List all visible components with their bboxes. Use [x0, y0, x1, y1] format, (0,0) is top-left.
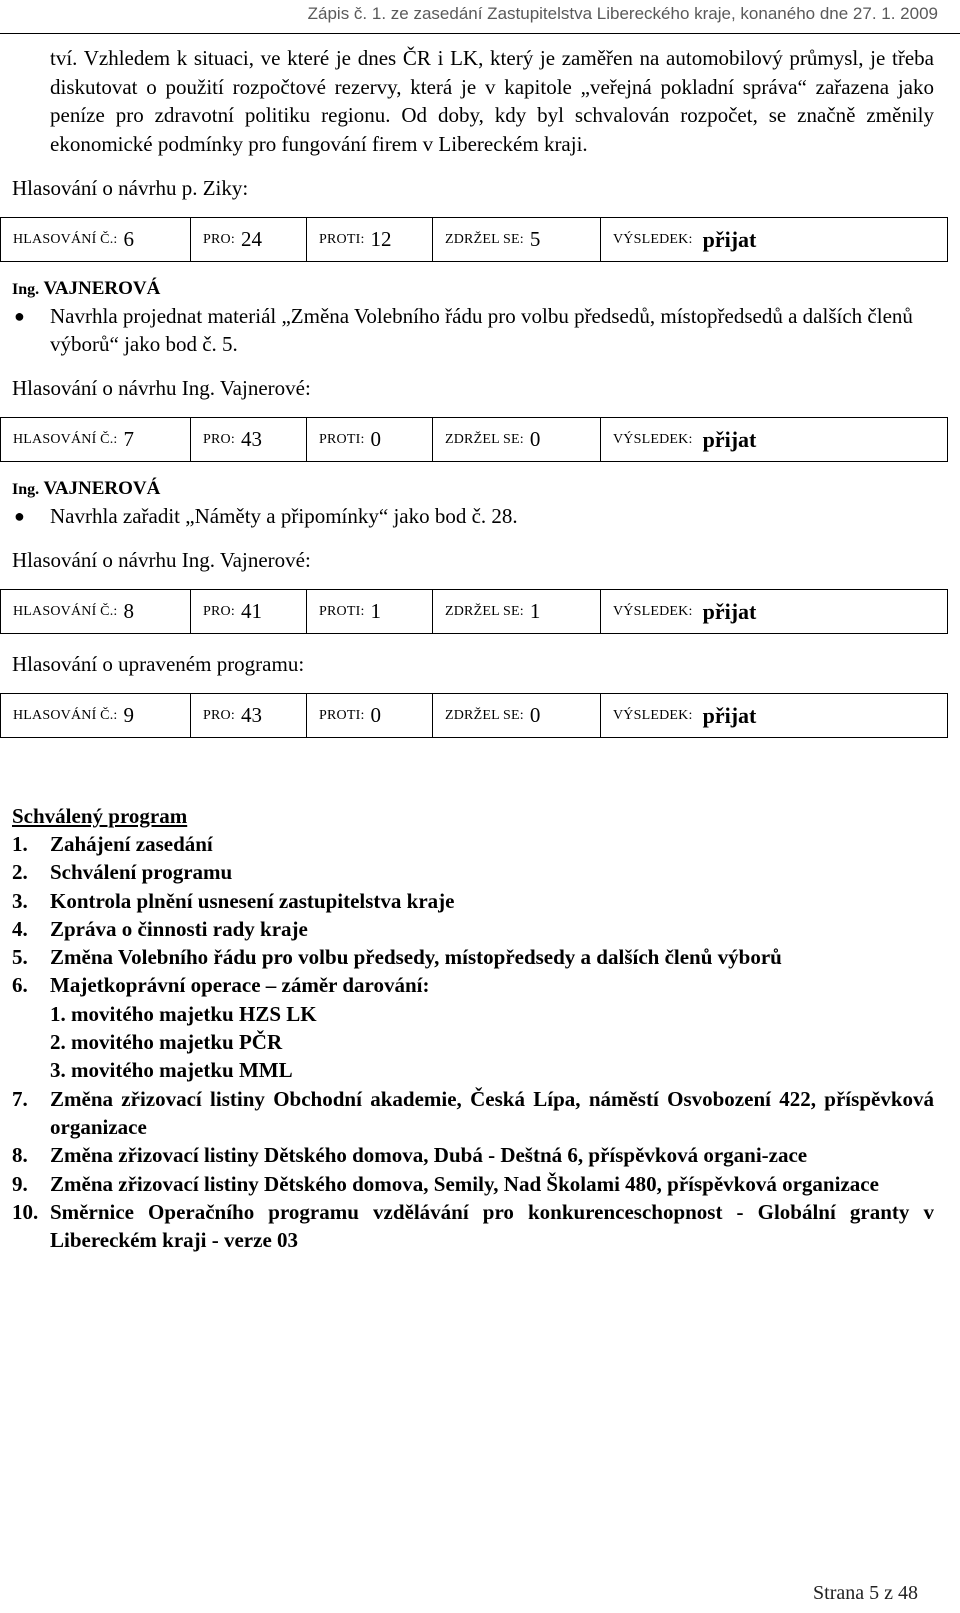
vote-number-label: HLASOVÁNÍ Č.:	[13, 603, 118, 619]
vote-zdrzel-cell	[433, 694, 601, 737]
vote-pro-value: 24	[240, 227, 262, 251]
list-item	[12, 887, 948, 915]
vote-zdrzel-label: ZDRŽEL SE:	[445, 603, 524, 619]
list-item-text: Změna zřizovací listiny Dětského domova, Dubá - Deštná 6, příspěvková organi-zace	[50, 1143, 808, 1168]
vote-zdrzel-value: 5	[529, 227, 541, 251]
vote-zdrzel-label: ZDRŽEL SE:	[445, 231, 524, 247]
list-item-number: 4.	[12, 916, 28, 941]
list-item	[12, 830, 948, 858]
vote-pro-cell	[191, 418, 307, 461]
vote-zdrzel-cell	[433, 418, 601, 461]
vote-proti-label: PROTI:	[319, 603, 365, 619]
list-item-number: 1.	[12, 832, 28, 856]
vote-number-label: HLASOVÁNÍ Č.:	[13, 707, 118, 723]
list-item	[12, 1170, 948, 1198]
vote-number-value: 8	[123, 599, 134, 623]
program-list	[12, 830, 948, 1254]
vote-number-value: 9	[123, 703, 134, 727]
vote-zdrzel-cell	[433, 590, 601, 633]
vote-result-cell	[601, 418, 947, 461]
list-item-number: 7.	[12, 1086, 28, 1111]
vote-result-value: přijat	[702, 598, 757, 624]
vote-result-value: přijat	[702, 426, 757, 452]
page-number: Strana 5 z 48	[813, 1582, 918, 1604]
vote-table-6	[0, 217, 948, 262]
sub-list-item-text: 2. movitého majetku PČR	[50, 1030, 283, 1055]
vote-lead-vajnerova-1: Hlasování o návrhu Ing. Vajnerové:	[12, 376, 311, 400]
vote-zdrzel-value: 0	[529, 427, 541, 451]
vote-zdrzel-label: ZDRŽEL SE:	[445, 707, 524, 723]
vote-proti-label: PROTI:	[319, 707, 365, 723]
sub-list-item	[12, 1056, 948, 1084]
bullet-text: Navrhla zařadit „Náměty a připomínky“ jako bod č. 28.	[50, 504, 518, 528]
header-title: Zápis č. 1. ze zasedání Zastupitelstva Libereckého kraje, konaného dne 27. 1. 2009	[307, 4, 938, 23]
vote-pro-cell	[191, 694, 307, 737]
list-item-number: 2.	[12, 860, 28, 885]
vote-zdrzel-cell	[433, 218, 601, 261]
vote-table-9	[0, 693, 948, 738]
vote-pro-cell	[191, 590, 307, 633]
list-item	[12, 858, 948, 886]
vote-proti-cell	[307, 694, 433, 737]
vote-proti-value: 0	[370, 703, 382, 727]
vote-proti-cell	[307, 590, 433, 633]
list-item-text: Zpráva o činnosti rady kraje	[50, 916, 308, 941]
bullet-dot-icon: ●	[14, 306, 25, 326]
list-item-text: Změna zřizovací listiny Dětského domova, Semily, Nad Školami 480, příspěvková organizace	[50, 1171, 879, 1196]
list-item-text: Majetkoprávní operace – záměr darování:	[50, 973, 430, 998]
list-item-number: 6.	[12, 973, 28, 998]
list-item	[12, 971, 948, 999]
vote-result-label: VÝSLEDEK:	[613, 431, 693, 447]
vote-proti-cell	[307, 218, 433, 261]
list-item	[12, 1198, 948, 1255]
vote-table-8	[0, 589, 948, 634]
speaker-prefix: Ing.	[12, 481, 40, 498]
vote-number-label: HLASOVÁNÍ Č.:	[13, 431, 118, 447]
vote-zdrzel-value: 0	[529, 703, 541, 727]
vote-lead-vajnerova-2: Hlasování o návrhu Ing. Vajnerové:	[12, 548, 311, 572]
bullet-item	[12, 502, 948, 530]
bullet-text: Navrhla projednat materiál „Změna Volebního řádu pro volbu předsedů, místopředsedů a dalších členů výborů“ jako bod č. 5.	[50, 304, 913, 356]
list-item-number: 10.	[12, 1199, 39, 1224]
vote-proti-cell	[307, 418, 433, 461]
vote-result-value: přijat	[702, 702, 757, 728]
sub-list-item	[12, 1000, 948, 1028]
vote-zdrzel-value: 1	[529, 599, 541, 623]
vote-proti-label: PROTI:	[319, 431, 365, 447]
vote-zdrzel-label: ZDRŽEL SE:	[445, 431, 524, 447]
sub-list-item-text: 1. movitého majetku HZS LK	[50, 1001, 317, 1026]
speaker-name: VAJNEROVÁ	[43, 478, 161, 499]
list-item	[12, 943, 948, 971]
vote-result-label: VÝSLEDEK:	[613, 231, 693, 247]
bullet-item	[12, 302, 948, 358]
list-item-text: Kontrola plnění usnesení zastupitelstva kraje	[50, 888, 455, 913]
vote-pro-value: 41	[240, 599, 262, 623]
vote-number-cell	[1, 418, 191, 461]
vote-number-label: HLASOVÁNÍ Č.:	[13, 231, 118, 247]
speaker-prefix: Ing.	[12, 281, 40, 298]
sub-list-item-text: 3. movitého majetku MML	[50, 1058, 293, 1083]
vote-result-label: VÝSLEDEK:	[613, 707, 693, 723]
vote-result-label: VÝSLEDEK:	[613, 603, 693, 619]
intro-paragraph: tví. Vzhledem k situaci, ve které je dnes ČR i LK, který je zaměřen na automobilový průmysl, je třeba diskutovat o použití rozpočtové rezervy, která je v kapitole „veřejná pokladní správa“ zařazena jako peníze pro zdravotní politiku regionu. Od doby, kdy byl schvalován rozpočet, se značně změnily ekonomické podmínky pro fungování firem v Libereckém kraji.	[50, 46, 934, 156]
vote-result-value: přijat	[702, 226, 757, 252]
bullet-dot-icon: ●	[14, 506, 25, 526]
list-item-text: Změna Volebního řádu pro volbu předsedy, místopředsedy a dalších členů výborů	[50, 945, 782, 970]
vote-result-cell	[601, 218, 947, 261]
vote-pro-cell	[191, 218, 307, 261]
vote-pro-value: 43	[240, 427, 262, 451]
list-item-text: Směrnice Operačního programu vzdělávání pro konkurenceschopnost - Globální granty v Libereckém kraji - verze 03	[50, 1199, 934, 1253]
vote-number-value: 6	[123, 227, 134, 251]
vote-number-value: 7	[123, 427, 134, 451]
document-body	[12, 34, 948, 1254]
vote-pro-label: PRO:	[203, 231, 235, 247]
list-item-text: Zahájení zasedání	[50, 832, 213, 856]
list-item-text: Změna zřizovací listiny Obchodní akademie, Česká Lípa, náměstí Osvobození 422, příspěvková organizace	[50, 1086, 934, 1139]
speaker-vajnerova-2	[12, 478, 948, 500]
vote-lead-program: Hlasování o upraveném programu:	[12, 652, 305, 676]
vote-result-cell	[601, 694, 947, 737]
vote-pro-label: PRO:	[203, 431, 235, 447]
list-item-number: 8.	[12, 1143, 28, 1168]
list-item	[12, 1085, 948, 1142]
list-item	[12, 915, 948, 943]
program-title: Schválený program	[12, 804, 188, 828]
list-item-number: 5.	[12, 945, 28, 970]
vote-result-cell	[601, 590, 947, 633]
vote-number-cell	[1, 590, 191, 633]
list-item	[12, 1141, 948, 1169]
list-item-text: Schválení programu	[50, 860, 233, 885]
vote-proti-value: 0	[370, 427, 382, 451]
vote-number-cell	[1, 218, 191, 261]
speaker-vajnerova-1	[12, 278, 948, 300]
list-item-number: 9.	[12, 1171, 28, 1196]
vote-pro-value: 43	[240, 703, 262, 727]
sub-list-item	[12, 1028, 948, 1056]
vote-lead-ziky: Hlasování o návrhu p. Ziky:	[12, 176, 249, 200]
page-footer	[0, 1582, 960, 1605]
vote-table-7	[0, 417, 948, 462]
vote-proti-label: PROTI:	[319, 231, 365, 247]
list-item-number: 3.	[12, 888, 28, 913]
vote-proti-value: 12	[370, 227, 392, 251]
vote-number-cell	[1, 694, 191, 737]
speaker-name: VAJNEROVÁ	[43, 278, 161, 299]
vote-pro-label: PRO:	[203, 603, 235, 619]
vote-proti-value: 1	[370, 599, 382, 623]
page-header	[0, 0, 960, 34]
vote-pro-label: PRO:	[203, 707, 235, 723]
